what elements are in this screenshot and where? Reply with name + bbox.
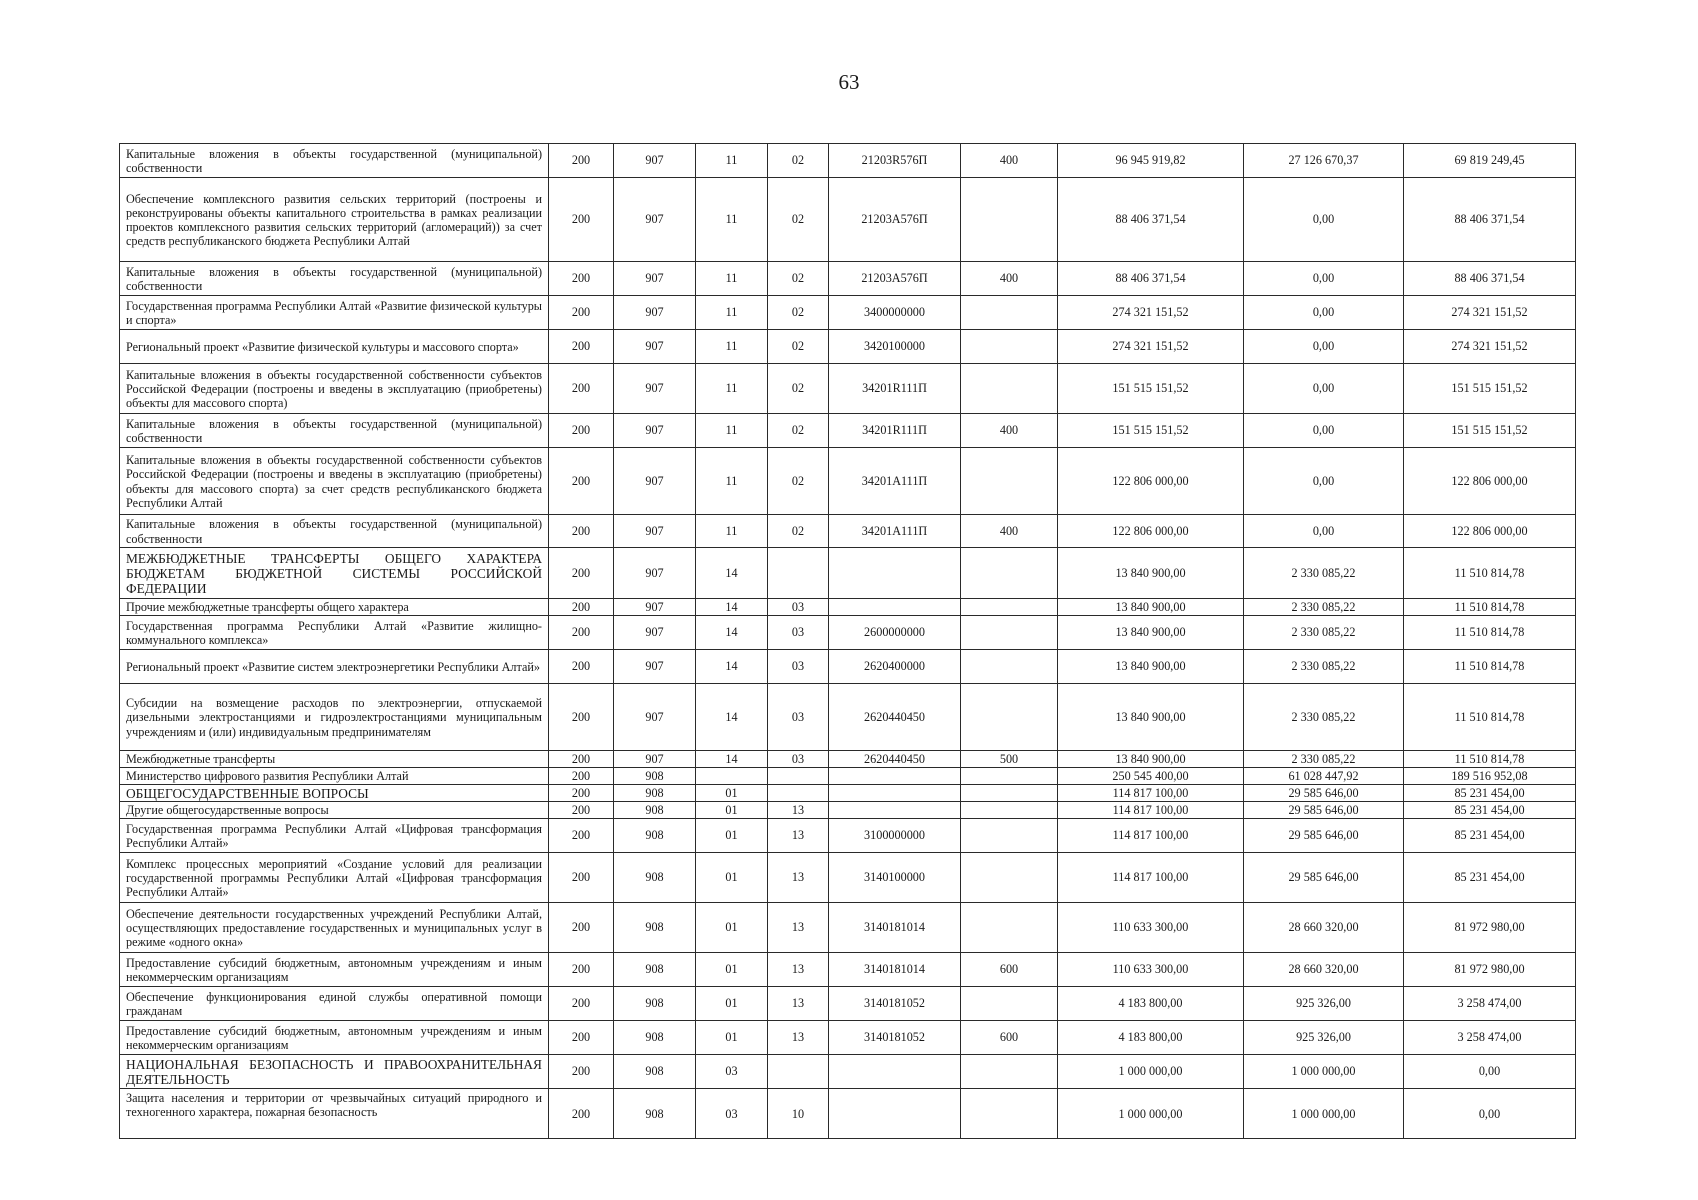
cell-section: 14	[696, 751, 768, 768]
cell-target: 34201А111П	[829, 515, 961, 548]
cell-expense-type	[961, 768, 1058, 785]
cell-section: 11	[696, 414, 768, 448]
cell-subsection: 13	[768, 953, 829, 987]
cell-expense-type	[961, 364, 1058, 414]
cell-subsection	[768, 768, 829, 785]
cell-ministry: 907	[614, 684, 696, 751]
table-row	[120, 684, 1576, 751]
table-row	[120, 548, 1576, 599]
cell-code: 200	[549, 262, 614, 296]
cell-amount-3: 85 231 454,00	[1404, 785, 1576, 802]
row-name: Комплекс процессных мероприятий «Создание условий для реализации государственной программы Республики Алтай «Цифровая трансформация Республики Алтай»	[120, 853, 549, 903]
cell-amount-3: 122 806 000,00	[1404, 448, 1576, 515]
cell-code: 200	[549, 296, 614, 330]
cell-amount-2: 28 660 320,00	[1244, 953, 1404, 987]
cell-subsection: 02	[768, 144, 829, 178]
cell-amount-1: 114 817 100,00	[1058, 853, 1244, 903]
cell-subsection: 13	[768, 853, 829, 903]
row-name: Региональный проект «Развитие физической культуры и массового спорта»	[120, 330, 549, 364]
cell-subsection	[768, 548, 829, 599]
cell-amount-3: 274 321 151,52	[1404, 296, 1576, 330]
cell-amount-2: 61 028 447,92	[1244, 768, 1404, 785]
cell-amount-3: 88 406 371,54	[1404, 262, 1576, 296]
cell-ministry: 907	[614, 144, 696, 178]
row-name: Межбюджетные трансферты	[120, 751, 549, 768]
cell-code: 200	[549, 768, 614, 785]
cell-code: 200	[549, 785, 614, 802]
row-name: Прочие межбюджетные трансферты общего характера	[120, 599, 549, 616]
cell-amount-3: 88 406 371,54	[1404, 178, 1576, 262]
cell-amount-3: 69 819 249,45	[1404, 144, 1576, 178]
cell-amount-3: 11 510 814,78	[1404, 751, 1576, 768]
cell-amount-3: 189 516 952,08	[1404, 768, 1576, 785]
cell-amount-3: 11 510 814,78	[1404, 616, 1576, 650]
cell-ministry: 907	[614, 330, 696, 364]
cell-expense-type	[961, 548, 1058, 599]
cell-ministry: 907	[614, 364, 696, 414]
cell-code: 200	[549, 178, 614, 262]
row-name: Защита населения и территории от чрезвычайных ситуаций природного и техногенного характера, пожарная безопасность	[120, 1089, 549, 1139]
cell-section: 01	[696, 802, 768, 819]
cell-amount-2: 0,00	[1244, 178, 1404, 262]
cell-subsection: 13	[768, 819, 829, 853]
cell-ministry: 908	[614, 1055, 696, 1089]
cell-amount-1: 13 840 900,00	[1058, 548, 1244, 599]
cell-expense-type	[961, 1089, 1058, 1139]
cell-code: 200	[549, 1055, 614, 1089]
table-row	[120, 768, 1576, 785]
cell-subsection	[768, 1055, 829, 1089]
cell-expense-type	[961, 1055, 1058, 1089]
cell-ministry: 908	[614, 1089, 696, 1139]
cell-target: 3420100000	[829, 330, 961, 364]
cell-section: 03	[696, 1089, 768, 1139]
cell-amount-3: 85 231 454,00	[1404, 819, 1576, 853]
cell-target: 34201R111П	[829, 364, 961, 414]
cell-expense-type	[961, 448, 1058, 515]
cell-code: 200	[549, 616, 614, 650]
cell-amount-1: 13 840 900,00	[1058, 616, 1244, 650]
cell-target: 3100000000	[829, 819, 961, 853]
cell-code: 200	[549, 684, 614, 751]
cell-code: 200	[549, 144, 614, 178]
cell-amount-3: 81 972 980,00	[1404, 903, 1576, 953]
cell-code: 200	[549, 650, 614, 684]
cell-section: 01	[696, 785, 768, 802]
cell-amount-1: 88 406 371,54	[1058, 178, 1244, 262]
cell-code: 200	[549, 953, 614, 987]
cell-ministry: 907	[614, 262, 696, 296]
cell-amount-1: 96 945 919,82	[1058, 144, 1244, 178]
cell-target: 3140100000	[829, 853, 961, 903]
cell-ministry: 908	[614, 819, 696, 853]
cell-amount-1: 13 840 900,00	[1058, 599, 1244, 616]
cell-subsection: 13	[768, 903, 829, 953]
page-number: 63	[838, 70, 860, 94]
cell-target: 34201R111П	[829, 414, 961, 448]
cell-section: 11	[696, 144, 768, 178]
table-row	[120, 903, 1576, 953]
cell-section: 01	[696, 853, 768, 903]
cell-expense-type	[961, 802, 1058, 819]
cell-code: 200	[549, 330, 614, 364]
cell-target: 3140181014	[829, 903, 961, 953]
table-row	[120, 414, 1576, 448]
cell-ministry: 907	[614, 178, 696, 262]
cell-amount-1: 110 633 300,00	[1058, 953, 1244, 987]
cell-amount-1: 4 183 800,00	[1058, 987, 1244, 1021]
cell-target: 2620440450	[829, 684, 961, 751]
cell-code: 200	[549, 364, 614, 414]
row-name: Капитальные вложения в объекты государственной (муниципальной) собственности	[120, 262, 549, 296]
cell-amount-3: 81 972 980,00	[1404, 953, 1576, 987]
cell-ministry: 908	[614, 853, 696, 903]
cell-section: 14	[696, 684, 768, 751]
cell-amount-3: 3 258 474,00	[1404, 1021, 1576, 1055]
cell-ministry: 908	[614, 802, 696, 819]
cell-subsection: 02	[768, 330, 829, 364]
cell-amount-2: 0,00	[1244, 330, 1404, 364]
cell-amount-3: 122 806 000,00	[1404, 515, 1576, 548]
cell-ministry: 908	[614, 953, 696, 987]
cell-expense-type: 400	[961, 515, 1058, 548]
cell-subsection: 02	[768, 414, 829, 448]
cell-target: 3140181052	[829, 987, 961, 1021]
cell-amount-2: 2 330 085,22	[1244, 548, 1404, 599]
cell-amount-1: 274 321 151,52	[1058, 330, 1244, 364]
cell-section: 01	[696, 953, 768, 987]
cell-target: 2620440450	[829, 751, 961, 768]
cell-section: 01	[696, 987, 768, 1021]
row-name: Капитальные вложения в объекты государственной (муниципальной) собственности	[120, 515, 549, 548]
cell-section: 11	[696, 330, 768, 364]
cell-target	[829, 785, 961, 802]
table-row	[120, 751, 1576, 768]
table-row	[120, 262, 1576, 296]
table-row	[120, 364, 1576, 414]
cell-section: 01	[696, 903, 768, 953]
cell-ministry: 907	[614, 414, 696, 448]
cell-expense-type	[961, 616, 1058, 650]
cell-amount-1: 13 840 900,00	[1058, 650, 1244, 684]
row-name: Обеспечение функционирования единой службы оперативной помощи гражданам	[120, 987, 549, 1021]
cell-subsection: 02	[768, 296, 829, 330]
row-name: Министерство цифрового развития Республики Алтай	[120, 768, 549, 785]
cell-target: 2620400000	[829, 650, 961, 684]
cell-ministry: 907	[614, 599, 696, 616]
cell-amount-1: 151 515 151,52	[1058, 364, 1244, 414]
table-row	[120, 599, 1576, 616]
cell-target: 3140181052	[829, 1021, 961, 1055]
budget-table	[119, 143, 1576, 1139]
cell-code: 200	[549, 802, 614, 819]
cell-amount-1: 110 633 300,00	[1058, 903, 1244, 953]
cell-code: 200	[549, 548, 614, 599]
cell-ministry: 907	[614, 296, 696, 330]
cell-amount-2: 1 000 000,00	[1244, 1055, 1404, 1089]
cell-expense-type: 400	[961, 414, 1058, 448]
cell-target: 21203R576П	[829, 144, 961, 178]
cell-code: 200	[549, 987, 614, 1021]
cell-subsection: 13	[768, 802, 829, 819]
cell-expense-type	[961, 296, 1058, 330]
table-row	[120, 650, 1576, 684]
cell-expense-type	[961, 819, 1058, 853]
cell-expense-type	[961, 903, 1058, 953]
cell-expense-type	[961, 599, 1058, 616]
cell-section: 11	[696, 178, 768, 262]
cell-subsection: 02	[768, 448, 829, 515]
cell-amount-2: 28 660 320,00	[1244, 903, 1404, 953]
cell-ministry: 908	[614, 785, 696, 802]
table-row	[120, 785, 1576, 802]
cell-amount-3: 151 515 151,52	[1404, 414, 1576, 448]
cell-section: 11	[696, 296, 768, 330]
cell-amount-1: 1 000 000,00	[1058, 1089, 1244, 1139]
cell-amount-2: 0,00	[1244, 515, 1404, 548]
cell-section: 01	[696, 1021, 768, 1055]
cell-ministry: 907	[614, 548, 696, 599]
cell-amount-2: 2 330 085,22	[1244, 751, 1404, 768]
cell-amount-3: 11 510 814,78	[1404, 650, 1576, 684]
cell-section: 11	[696, 364, 768, 414]
cell-code: 200	[549, 903, 614, 953]
cell-expense-type	[961, 178, 1058, 262]
cell-amount-1: 13 840 900,00	[1058, 684, 1244, 751]
cell-subsection: 03	[768, 684, 829, 751]
cell-code: 200	[549, 1021, 614, 1055]
row-name: Государственная программа Республики Алтай «Развитие жилищно-коммунального комплекса»	[120, 616, 549, 650]
table-row	[120, 448, 1576, 515]
cell-subsection: 02	[768, 262, 829, 296]
row-name: Предоставление субсидий бюджетным, автономным учреждениям и иным некоммерческим организациям	[120, 953, 549, 987]
cell-ministry: 908	[614, 903, 696, 953]
cell-amount-2: 2 330 085,22	[1244, 599, 1404, 616]
cell-expense-type: 600	[961, 1021, 1058, 1055]
cell-ministry: 908	[614, 768, 696, 785]
cell-amount-2: 0,00	[1244, 364, 1404, 414]
cell-amount-2: 0,00	[1244, 414, 1404, 448]
cell-expense-type: 500	[961, 751, 1058, 768]
cell-expense-type: 600	[961, 953, 1058, 987]
cell-code: 200	[549, 819, 614, 853]
table-row	[120, 515, 1576, 548]
table-row	[120, 819, 1576, 853]
cell-ministry: 907	[614, 751, 696, 768]
cell-amount-1: 114 817 100,00	[1058, 802, 1244, 819]
cell-amount-2: 2 330 085,22	[1244, 684, 1404, 751]
cell-target: 34201А111П	[829, 448, 961, 515]
cell-target	[829, 599, 961, 616]
cell-amount-3: 3 258 474,00	[1404, 987, 1576, 1021]
cell-ministry: 908	[614, 987, 696, 1021]
cell-amount-2: 29 585 646,00	[1244, 785, 1404, 802]
cell-section: 14	[696, 616, 768, 650]
table-row	[120, 802, 1576, 819]
row-name: Субсидии на возмещение расходов по электроэнергии, отпускаемой дизельными электростанциями и гидроэлектростанциями муниципальным учреждениям и (или) индивидуальным предпринимателям	[120, 684, 549, 751]
cell-amount-1: 114 817 100,00	[1058, 785, 1244, 802]
cell-amount-1: 122 806 000,00	[1058, 448, 1244, 515]
cell-expense-type	[961, 684, 1058, 751]
row-name: Государственная программа Республики Алтай «Развитие физической культуры и спорта»	[120, 296, 549, 330]
cell-amount-2: 2 330 085,22	[1244, 616, 1404, 650]
cell-expense-type	[961, 330, 1058, 364]
table-row	[120, 987, 1576, 1021]
cell-amount-3: 11 510 814,78	[1404, 548, 1576, 599]
cell-amount-3: 274 321 151,52	[1404, 330, 1576, 364]
cell-expense-type: 400	[961, 144, 1058, 178]
table-row	[120, 616, 1576, 650]
table-row	[120, 144, 1576, 178]
cell-expense-type: 400	[961, 262, 1058, 296]
cell-amount-2: 0,00	[1244, 448, 1404, 515]
cell-section: 11	[696, 262, 768, 296]
table-row	[120, 1021, 1576, 1055]
cell-section: 03	[696, 1055, 768, 1089]
cell-target: 2600000000	[829, 616, 961, 650]
cell-ministry: 907	[614, 616, 696, 650]
cell-target: 21203А576П	[829, 262, 961, 296]
cell-target: 3400000000	[829, 296, 961, 330]
cell-amount-1: 122 806 000,00	[1058, 515, 1244, 548]
cell-amount-1: 1 000 000,00	[1058, 1055, 1244, 1089]
cell-section: 01	[696, 819, 768, 853]
cell-section	[696, 768, 768, 785]
cell-amount-1: 151 515 151,52	[1058, 414, 1244, 448]
cell-code: 200	[549, 515, 614, 548]
cell-amount-3: 85 231 454,00	[1404, 853, 1576, 903]
cell-amount-2: 29 585 646,00	[1244, 853, 1404, 903]
cell-subsection	[768, 785, 829, 802]
cell-amount-2: 925 326,00	[1244, 987, 1404, 1021]
cell-target	[829, 802, 961, 819]
row-name: Капитальные вложения в объекты государственной (муниципальной) собственности	[120, 414, 549, 448]
cell-subsection: 02	[768, 178, 829, 262]
cell-subsection: 02	[768, 364, 829, 414]
cell-section: 11	[696, 448, 768, 515]
cell-subsection: 03	[768, 650, 829, 684]
cell-amount-2: 1 000 000,00	[1244, 1089, 1404, 1139]
cell-code: 200	[549, 751, 614, 768]
cell-amount-1: 88 406 371,54	[1058, 262, 1244, 296]
cell-subsection: 13	[768, 1021, 829, 1055]
cell-amount-2: 0,00	[1244, 262, 1404, 296]
cell-amount-1: 250 545 400,00	[1058, 768, 1244, 785]
cell-section: 11	[696, 515, 768, 548]
cell-amount-1: 4 183 800,00	[1058, 1021, 1244, 1055]
cell-subsection: 13	[768, 987, 829, 1021]
cell-amount-1: 274 321 151,52	[1058, 296, 1244, 330]
table-row	[120, 296, 1576, 330]
row-name: Обеспечение комплексного развития сельских территорий (построены и реконструированы объекты капитального строительства в рамках реализации проектов комплексного развития сельских территорий (агломераций)) за счет средств республиканского бюджета Республики Алтай	[120, 178, 549, 262]
cell-ministry: 907	[614, 515, 696, 548]
cell-code: 200	[549, 414, 614, 448]
cell-amount-2: 29 585 646,00	[1244, 819, 1404, 853]
cell-target	[829, 548, 961, 599]
cell-ministry: 907	[614, 448, 696, 515]
row-name: Капитальные вложения в объекты государственной собственности субъектов Российской Федерации (построены и введены в эксплуатацию (приобретены) объекты для массового спорта) за счет средств республиканского бюджета Республики Алтай	[120, 448, 549, 515]
cell-amount-3: 0,00	[1404, 1089, 1576, 1139]
cell-subsection: 03	[768, 616, 829, 650]
table-row	[120, 853, 1576, 903]
cell-code: 200	[549, 1089, 614, 1139]
table-row	[120, 1055, 1576, 1089]
table-row	[120, 1089, 1576, 1139]
row-name: Другие общегосударственные вопросы	[120, 802, 549, 819]
cell-code: 200	[549, 448, 614, 515]
row-name: МЕЖБЮДЖЕТНЫЕ ТРАНСФЕРТЫ ОБЩЕГО ХАРАКТЕРА БЮДЖЕТАМ БЮДЖЕТНОЙ СИСТЕМЫ РОССИЙСКОЙ ФЕДЕРАЦИИ	[120, 548, 549, 599]
cell-amount-3: 11 510 814,78	[1404, 599, 1576, 616]
cell-amount-3: 11 510 814,78	[1404, 684, 1576, 751]
cell-section: 14	[696, 548, 768, 599]
cell-amount-2: 29 585 646,00	[1244, 802, 1404, 819]
cell-ministry: 907	[614, 650, 696, 684]
cell-amount-2: 2 330 085,22	[1244, 650, 1404, 684]
cell-expense-type	[961, 785, 1058, 802]
cell-amount-2: 0,00	[1244, 296, 1404, 330]
row-name: Государственная программа Республики Алтай «Цифровая трансформация Республики Алтай»	[120, 819, 549, 853]
cell-code: 200	[549, 853, 614, 903]
cell-target: 3140181014	[829, 953, 961, 987]
cell-target	[829, 1089, 961, 1139]
cell-ministry: 908	[614, 1021, 696, 1055]
row-name: Обеспечение деятельности государственных учреждений Республики Алтай, осуществляющих предоставление государственных и муниципальных услуг в режиме «одного окна»	[120, 903, 549, 953]
table-row	[120, 330, 1576, 364]
row-name: Капитальные вложения в объекты государственной собственности субъектов Российской Федерации (построены и введены в эксплуатацию (приобретены) объекты для массового спорта)	[120, 364, 549, 414]
cell-expense-type	[961, 853, 1058, 903]
row-name: Предоставление субсидий бюджетным, автономным учреждениям и иным некоммерческим организациям	[120, 1021, 549, 1055]
row-name: НАЦИОНАЛЬНАЯ БЕЗОПАСНОСТЬ И ПРАВООХРАНИТЕЛЬНАЯ ДЕЯТЕЛЬНОСТЬ	[120, 1055, 549, 1089]
cell-target: 21203А576П	[829, 178, 961, 262]
table-row	[120, 953, 1576, 987]
cell-code: 200	[549, 599, 614, 616]
table-row	[120, 178, 1576, 262]
cell-subsection: 03	[768, 751, 829, 768]
cell-target	[829, 1055, 961, 1089]
cell-section: 14	[696, 650, 768, 684]
cell-subsection: 10	[768, 1089, 829, 1139]
cell-subsection: 03	[768, 599, 829, 616]
cell-amount-1: 114 817 100,00	[1058, 819, 1244, 853]
cell-expense-type	[961, 650, 1058, 684]
cell-target	[829, 768, 961, 785]
row-name: ОБЩЕГОСУДАРСТВЕННЫЕ ВОПРОСЫ	[120, 785, 549, 802]
cell-expense-type	[961, 987, 1058, 1021]
cell-subsection: 02	[768, 515, 829, 548]
cell-amount-3: 0,00	[1404, 1055, 1576, 1089]
row-name: Капитальные вложения в объекты государственной (муниципальной) собственности	[120, 144, 549, 178]
row-name: Региональный проект «Развитие систем электроэнергетики Республики Алтай»	[120, 650, 549, 684]
cell-amount-2: 27 126 670,37	[1244, 144, 1404, 178]
cell-amount-3: 151 515 151,52	[1404, 364, 1576, 414]
cell-amount-1: 13 840 900,00	[1058, 751, 1244, 768]
cell-section: 14	[696, 599, 768, 616]
cell-amount-3: 85 231 454,00	[1404, 802, 1576, 819]
cell-amount-2: 925 326,00	[1244, 1021, 1404, 1055]
